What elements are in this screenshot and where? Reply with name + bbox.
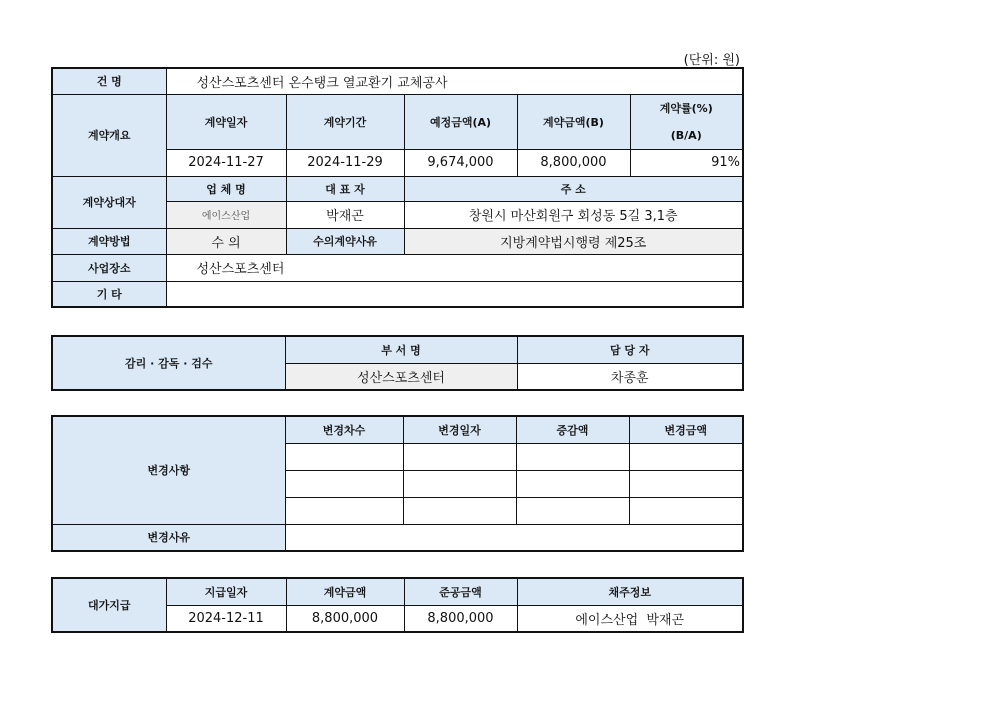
contract-reason: 지방계약법시행령 제25조: [404, 228, 743, 254]
etc-value: [166, 281, 743, 307]
col-department: 부 서 명: [285, 336, 517, 363]
col-change-diff: 증감액: [516, 416, 629, 443]
contract-period: 2024-11-29: [286, 149, 404, 176]
col-contract-amount: 계약금액(B): [517, 94, 630, 149]
col-creditor: 채주정보: [517, 578, 743, 605]
contract-date: 2024-11-27: [166, 149, 286, 176]
col-contract-rate: [630, 94, 743, 149]
unit-label: (단위: 원): [683, 53, 740, 68]
col-change-amount: 변경금액: [629, 416, 743, 443]
col-change-number: 변경차수: [285, 416, 403, 443]
col-contract-rate-line2: (B/A): [670, 128, 702, 142]
col-address: 주 소: [404, 176, 743, 201]
method-label: 계약방법: [52, 228, 166, 254]
payment-date: 2024-12-11: [166, 605, 286, 632]
company-name: 에이스산업: [166, 201, 286, 228]
col-contract-rate-line1: 계약률(%): [659, 101, 713, 115]
supervision-label: 감리 · 감독 · 검수: [52, 336, 285, 390]
representative: 박재곤: [286, 201, 404, 228]
col-estimated-amount: 예정금액(A): [404, 94, 517, 149]
overview-label: 계약개요: [52, 94, 166, 176]
change-reason-label: 변경사유: [52, 524, 285, 551]
payment-label: 대가지급: [52, 578, 166, 632]
title-value: 성산스포츠센터 온수탱크 열교환기 교체공사: [166, 68, 743, 94]
estimated-amount: 9,674,000: [404, 149, 517, 176]
creditor: 에이스산업 박재곤: [517, 605, 743, 632]
contract-rate: 91%: [630, 149, 743, 176]
contract-method: 수 의: [166, 228, 286, 254]
party-label: 계약상대자: [52, 176, 166, 228]
col-person-in-charge: 담 당 자: [517, 336, 743, 363]
contract-amount: 8,800,000: [517, 149, 630, 176]
address: 창원시 마산회원구 회성동 5길 3,1층: [404, 201, 743, 228]
contract-table: [51, 67, 744, 308]
site-label: 사업장소: [52, 254, 166, 281]
etc-label: 기 타: [52, 281, 166, 307]
payment-done: 8,800,000: [404, 605, 517, 632]
col-contract-date: 계약일자: [166, 94, 286, 149]
col-payment-date: 지급일자: [166, 578, 286, 605]
col-payment-contract: 계약금액: [286, 578, 404, 605]
site-value: 성산스포츠센터: [166, 254, 743, 281]
payment-contract: 8,800,000: [286, 605, 404, 632]
title-label: 건 명: [52, 68, 166, 94]
changes-label: 변경사항: [52, 416, 285, 524]
supervision-table: [51, 335, 744, 391]
col-contract-period: 계약기간: [286, 94, 404, 149]
payment-table: [51, 577, 744, 633]
col-change-date: 변경일자: [403, 416, 516, 443]
department: 성산스포츠센터: [285, 363, 517, 390]
col-company: 업 체 명: [166, 176, 286, 201]
change-reason: [285, 524, 743, 551]
changes-table: [51, 415, 744, 552]
col-payment-done: 준공금액: [404, 578, 517, 605]
col-representative: 대 표 자: [286, 176, 404, 201]
reason-label: 수의계약사유: [286, 228, 404, 254]
person-in-charge: 차종훈: [517, 363, 743, 390]
